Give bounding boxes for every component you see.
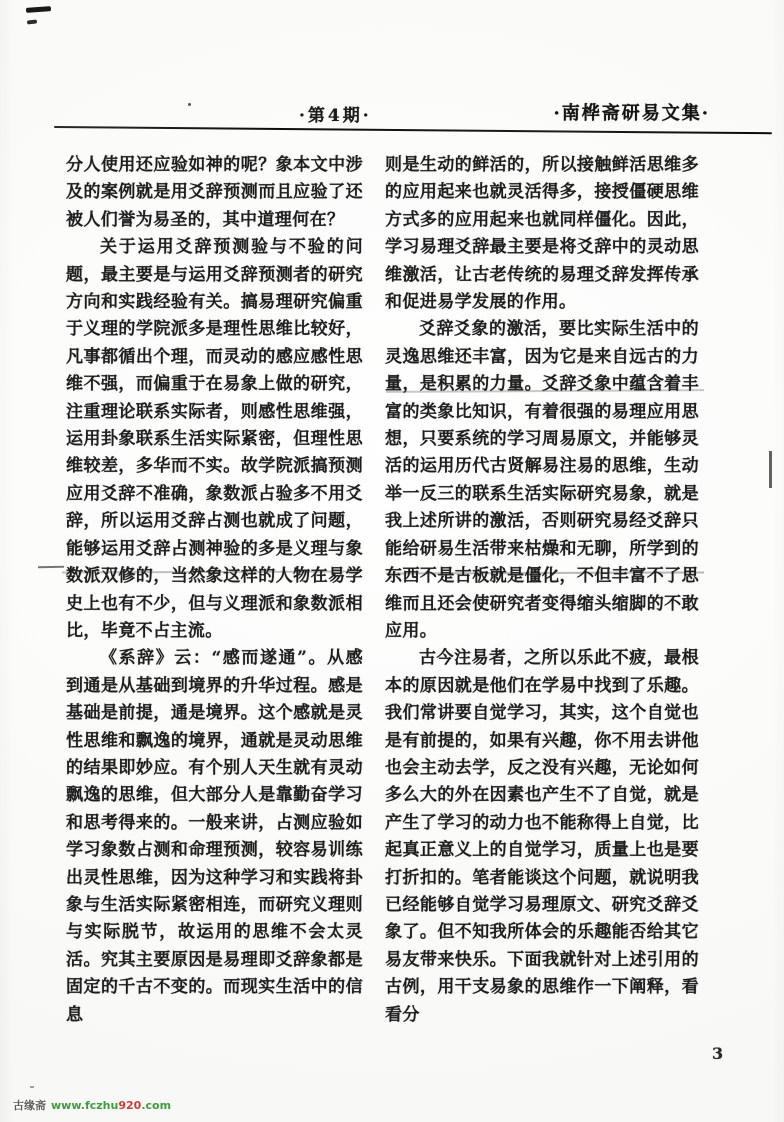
watermark-site-name: 古缘斋	[13, 1099, 46, 1112]
scan-artifact-top-left-mark-2	[27, 19, 37, 24]
watermark-url-number: 920	[118, 1099, 142, 1112]
scan-artifact-right-margin-bar	[769, 451, 772, 488]
page-number: 3	[712, 1044, 724, 1063]
scan-artifact-left-margin-dash	[38, 566, 64, 568]
watermark-url-suffix: .com	[141, 1099, 172, 1112]
paragraph-continuation: 则是生动的鲜活的，所以接触鲜活思维多的应用起来也就灵活得多，接授僵硬思维方式多的应用起来也就同样僵化。因此，学习易理爻辞最主要是将爻辞中的灵动思维激活，让古老传统的易理爻辞发挥传承和促进易学发展的作用。	[385, 155, 699, 313]
paragraph: 《系辞》云：“感而遂通”。从感到通是从基础到境界的升华过程。感是基础是前提，通是境界。这个感就是灵性思维和飘逸的境界，通就是灵动思维的结果即妙应。有个别人天生就有灵动飘逸的思维，但大部分人是靠勤奋学习和思考得来的。一般来讲，占测应验如学习象数占测和命理预测，较容易训练出灵性思维，因为这种学习和实践将卦象与生活实际紧密相连，而研究义理则与实际脱节，故运用的思维不会太灵活。究其主要原因是易理即爻辞象都是固定的千古不变的。而现实生活中的信息	[66, 648, 363, 1025]
paragraph-continuation: 分人使用还应验如神的呢？象本文中涉及的案例就是用爻辞预测而且应验了还被人们誉为易圣的，其中道理何在？	[66, 155, 363, 230]
text-column-left	[66, 152, 363, 1029]
header-divider-rule	[54, 126, 772, 135]
paragraph: 古今注易者，之所以乐此不疲，最根本的原因就是他们在学易中找到了乐趣。我们常讲要自觉学习，其实，这个自觉也是有前提的，如果有兴趣，你不用去讲他也会主动去学，反之没有兴趣，无论如何多么大的外在因素也产生不了自觉，就是产生了学习的动力也不能称得上自觉，比起真正意义上的自觉学习，质量上也是要打折扣的。笔者能谈这个问题，就说明我已经能够自觉学习易理原文、研究爻辞爻象了。但不知我所体会的乐趣能否给其它易友带来快乐。下面我就针对上述引用的古例，用干支易象的思维作一下阐释，看看分	[385, 648, 699, 1025]
paragraph: 爻辞爻象的激活，要比实际生活中的灵逸思维还丰富，因为它是来自远古的力量，是积累的力量。爻辞爻象中蕴含着丰富的类象比知识，有着很强的易理应用思想，只要系统的学习周易原文，并能够灵活的运用历代古贤解易注易的思维，生动举一反三的联系生活实际研究易象，就是我上述所讲的激活，否则研究易经爻辞只能给研易生活带来枯燥和无聊，所学到的东西不是古板就是僵化，不但丰富不了思维而且还会使研究者变得缩头缩脚的不敢应用。	[385, 319, 699, 641]
paragraph: 关于运用爻辞预测验与不验的问题，最主要是与运用爻辞预测者的研究方向和实践经验有关。搞易理研究偏重于义理的学院派多是理性思维比较好，凡事都循出个理，而灵动的感应感性思维不强，而偏重于在易象上做的研究，注重理论联系实际者，则感性思维强，运用卦象联系生活实际紧密，但理性思维较差，多华而不实。故学院派搞预测应用爻辞不准确，象数派占验多不用爻辞，所以运用爻辞占测也就成了问题，能够运用爻辞占测神验的多是义理与象数派双修的，当然象这样的人物在易学史上也有不少，但与义理派和象数派相比，毕竟不占主流。	[66, 237, 363, 641]
header-collection-title: ·南桦斋研易文集·	[553, 103, 710, 124]
scan-artifact-top-left-mark	[26, 6, 51, 13]
scan-artifact-smudge	[30, 1086, 34, 1088]
watermark	[13, 1097, 171, 1113]
scan-artifact-dot	[188, 103, 191, 106]
watermark-url-prefix: www.fczhu	[51, 1099, 119, 1112]
header-issue-label: ·第4期·	[299, 106, 372, 126]
text-column-right	[385, 152, 699, 1029]
